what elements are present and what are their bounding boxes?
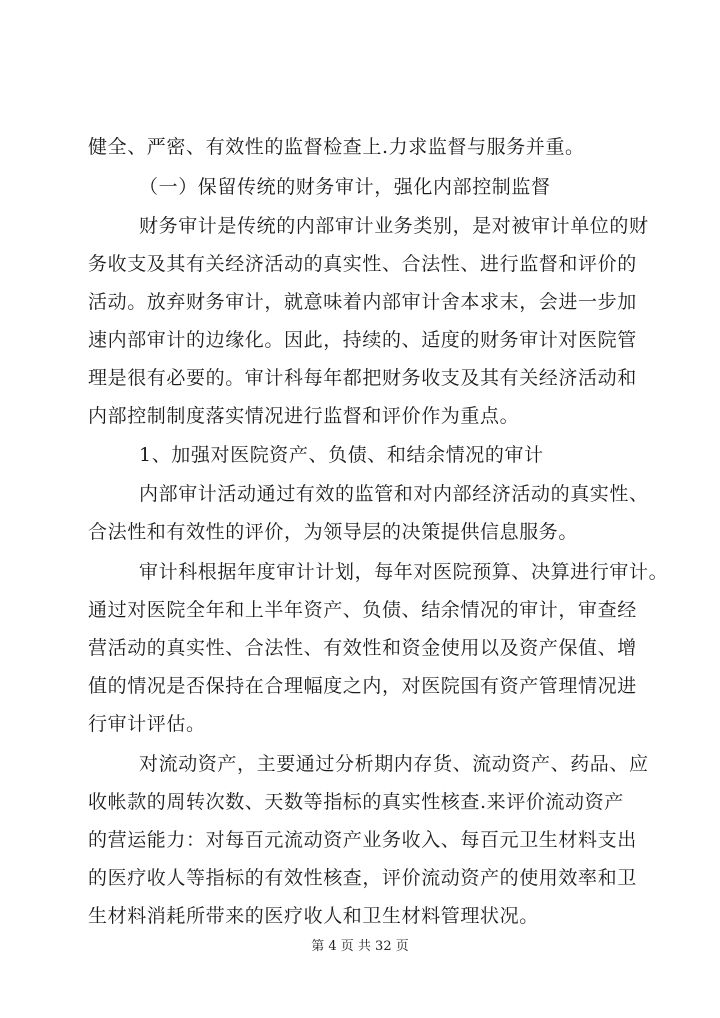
section-heading: （一）保留传统的财务审计，强化内部控制监督 bbox=[139, 176, 551, 198]
subsection-heading: 1、加强对医院资产、负债、和结余情况的审计 bbox=[139, 444, 544, 466]
text-line: 内部审计活动通过有效的监管和对内部经济活动的真实性、 bbox=[139, 483, 649, 505]
text-line: 务收支及其有关经济活动的真实性、合法性、进行监督和评价的 bbox=[88, 253, 637, 275]
text-line: 健全、严密、有效性的监督检查上.力求监督与服务并重。 bbox=[88, 136, 585, 158]
text-line: 审计科根据年度审计计划，每年对医院预算、决算进行审计。 bbox=[139, 561, 669, 583]
text-line: 财务审计是传统的内部审计业务类别，是对被审计单位的财 bbox=[139, 215, 649, 237]
page-number-footer: 第 4 页 共 32 页 bbox=[311, 939, 409, 954]
text-line: 内部控制制度落实情况进行监督和评价作为重点。 bbox=[88, 405, 520, 427]
text-line: 速内部审计的边缘化。因此，持续的、适度的财务审计对医院管 bbox=[88, 329, 637, 351]
text-line: 对流动资产，主要通过分析期内存货、流动资产、药品、应 bbox=[139, 753, 649, 775]
text-line: 理是很有必要的。审计科每年都把财务收支及其有关经济活动和 bbox=[88, 367, 637, 389]
text-line: 行审计评估。 bbox=[88, 713, 206, 735]
text-line: 收帐款的周转次数、天数等指标的真实性核查.来评价流动资产 bbox=[88, 791, 624, 813]
text-line: 值的情况是否保持在合理幅度之内，对医院国有资产管理情况进 bbox=[88, 675, 637, 697]
text-line: 营活动的真实性、合法性、有效性和资金使用以及资产保值、增 bbox=[88, 637, 637, 659]
text-line: 通过对医院全年和上半年资产、负债、结余情况的审计，审查经 bbox=[88, 599, 637, 621]
text-line: 合法性和有效性的评价，为领导层的决策提供信息服务。 bbox=[88, 521, 579, 543]
text-line: 的营运能力：对每百元流动资产业务收入、每百元卫生材料支出 bbox=[88, 829, 637, 851]
text-line: 活动。放弃财务审计，就意味着内部审计舍本求末，会进一步加 bbox=[88, 291, 637, 313]
text-line: 的医疗收人等指标的有效性核查，评价流动资产的使用效率和卫 bbox=[88, 867, 637, 889]
text-line: 生材料消耗所带来的医疗收人和卫生材料管理状况。 bbox=[88, 905, 539, 927]
